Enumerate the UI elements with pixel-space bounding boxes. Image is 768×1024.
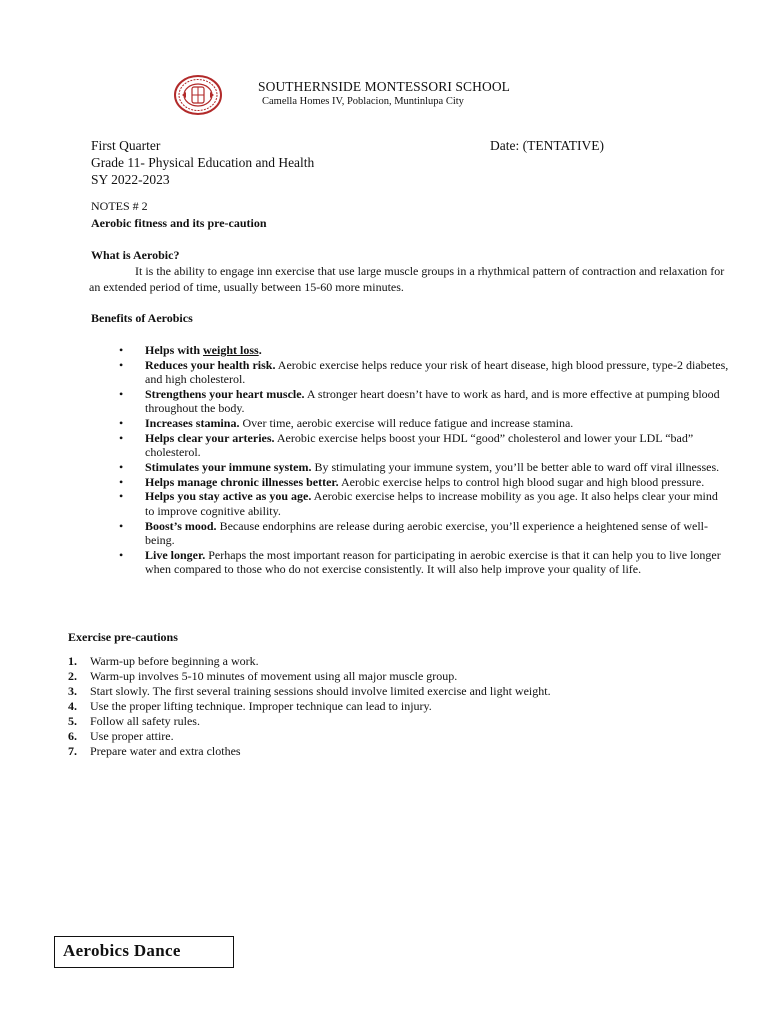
list-item (119, 489, 729, 518)
list-item (119, 519, 729, 548)
benefits-list (119, 343, 729, 577)
list-item (68, 684, 551, 699)
list-item (68, 699, 551, 714)
item-number: 7. (68, 744, 77, 758)
benefit-text: Because endorphins are release during aerobic exercise, you’ll experience a heightened sense of well-being. (145, 518, 709, 547)
precaution-text: Prepare water and extra clothes (90, 744, 241, 758)
bullet-icon: • (119, 474, 124, 489)
bullet-icon: • (119, 357, 124, 372)
bullet-icon: • (119, 547, 124, 562)
list-item (119, 548, 729, 577)
benefit-text: Aerobic exercise helps boost your HDL “good” cholesterol and lower your LDL “bad” cholesterol. (145, 430, 694, 460)
benefit-text: Over time, aerobic exercise will reduce fatigue and increase stamina. (239, 415, 574, 430)
grade-subject-label: Grade 11- Physical Education and Health (91, 155, 315, 170)
list-item (119, 431, 729, 460)
quarter-label: First Quarter (91, 138, 161, 153)
what-is-aerobic-heading: What is Aerobic? (91, 248, 180, 262)
date-label: Date: (TENTATIVE) (490, 138, 604, 153)
precaution-text: Warm-up before beginning a work. (90, 654, 259, 668)
what-is-aerobic-paragraph: It is the ability to engage inn exercise that use large muscle groups in a rhythmical pattern of contraction and relaxation for an extended period of time, usually between 15-60 more minutes. (89, 264, 725, 294)
school-name: SOUTHERNSIDE MONTESSORI SCHOOL (258, 79, 511, 94)
list-item (68, 714, 551, 729)
precaution-text: Start slowly. The first several training sessions should involve limited exercise and light weight. (90, 684, 551, 698)
precaution-text: Use proper attire. (90, 729, 174, 743)
item-number: 4. (68, 699, 77, 713)
school-year-label: SY 2022-2023 (91, 172, 170, 187)
benefit-title: Stimulates your immune system. (145, 459, 312, 474)
notes-title: Aerobic fitness and its pre-caution (91, 216, 267, 230)
bullet-icon: • (119, 386, 124, 401)
precaution-text: Follow all safety rules. (90, 714, 200, 728)
benefit-title: Live longer. (145, 547, 206, 562)
aerobics-dance-box (54, 936, 234, 968)
aerobics-dance-label: Aerobics Dance (63, 941, 181, 960)
bullet-icon: • (119, 343, 124, 357)
benefit-title: Reduces your health risk. (145, 357, 276, 372)
list-item (119, 475, 729, 489)
list-item (119, 343, 729, 357)
list-item (68, 669, 551, 684)
bullet-icon: • (119, 415, 124, 430)
benefit-title: Strengthens your heart muscle. (145, 386, 305, 401)
benefit-title: Increases stamina. (145, 415, 240, 430)
precaution-text: Use the proper lifting technique. Improper technique can lead to injury. (90, 699, 432, 713)
benefit-title: Helps you stay active as you age. (145, 489, 312, 504)
benefit-text: Aerobic exercise helps to control high blood sugar and high blood pressure. (338, 474, 705, 489)
school-seal-icon (174, 75, 222, 115)
benefit-underlined-text: weight loss (203, 343, 259, 357)
benefit-title: Helps clear your arteries. (145, 430, 275, 445)
benefit-text: A stronger heart doesn’t have to work as hard, and is more effective at pumping blood throughout the body. (145, 386, 720, 416)
benefit-title: Helps manage chronic illnesses better. (145, 474, 339, 489)
item-number: 5. (68, 714, 77, 728)
school-address: Camella Homes IV, Poblacion, Muntinlupa City (262, 96, 464, 107)
item-number: 1. (68, 654, 77, 668)
benefit-text: By stimulating your immune system, you’ll be better able to ward off viral illnesses. (311, 459, 720, 474)
benefit-text: Aerobic exercise helps reduce your risk of heart disease, high blood pressure, type-2 diabetes, and high cholesterol. (145, 357, 729, 387)
bullet-icon: • (119, 459, 124, 474)
precaution-text: Warm-up involves 5-10 minutes of movement using all major muscle group. (90, 669, 458, 683)
list-item (119, 460, 729, 474)
benefit-text: Perhaps the most important reason for participating in aerobic exercise is that it can help you to live longer when compared to those who do not exercise consistently. It will also help improve your quality of life. (145, 547, 721, 576)
list-item (119, 358, 729, 387)
benefit-text: Aerobic exercise helps to increase mobility as you age. It also helps clear your mind to improve cognitive ability. (145, 489, 718, 518)
bullet-icon: • (119, 489, 124, 504)
bullet-icon: • (119, 430, 124, 445)
benefit-text: . (258, 343, 262, 357)
list-item (119, 387, 729, 416)
benefit-title: Boost’s mood. (145, 518, 217, 533)
item-number: 6. (68, 729, 77, 743)
list-item (68, 744, 551, 759)
item-number: 3. (68, 684, 77, 698)
item-number: 2. (68, 669, 77, 683)
benefit-title: Helps with (145, 343, 204, 357)
precautions-list (68, 654, 551, 759)
benefits-heading: Benefits of Aerobics (91, 311, 193, 325)
precautions-heading: Exercise pre-cautions (68, 630, 178, 644)
list-item (68, 654, 551, 669)
notes-number: NOTES # 2 (91, 199, 148, 213)
list-item (119, 416, 729, 430)
bullet-icon: • (119, 518, 124, 533)
list-item (68, 729, 551, 744)
